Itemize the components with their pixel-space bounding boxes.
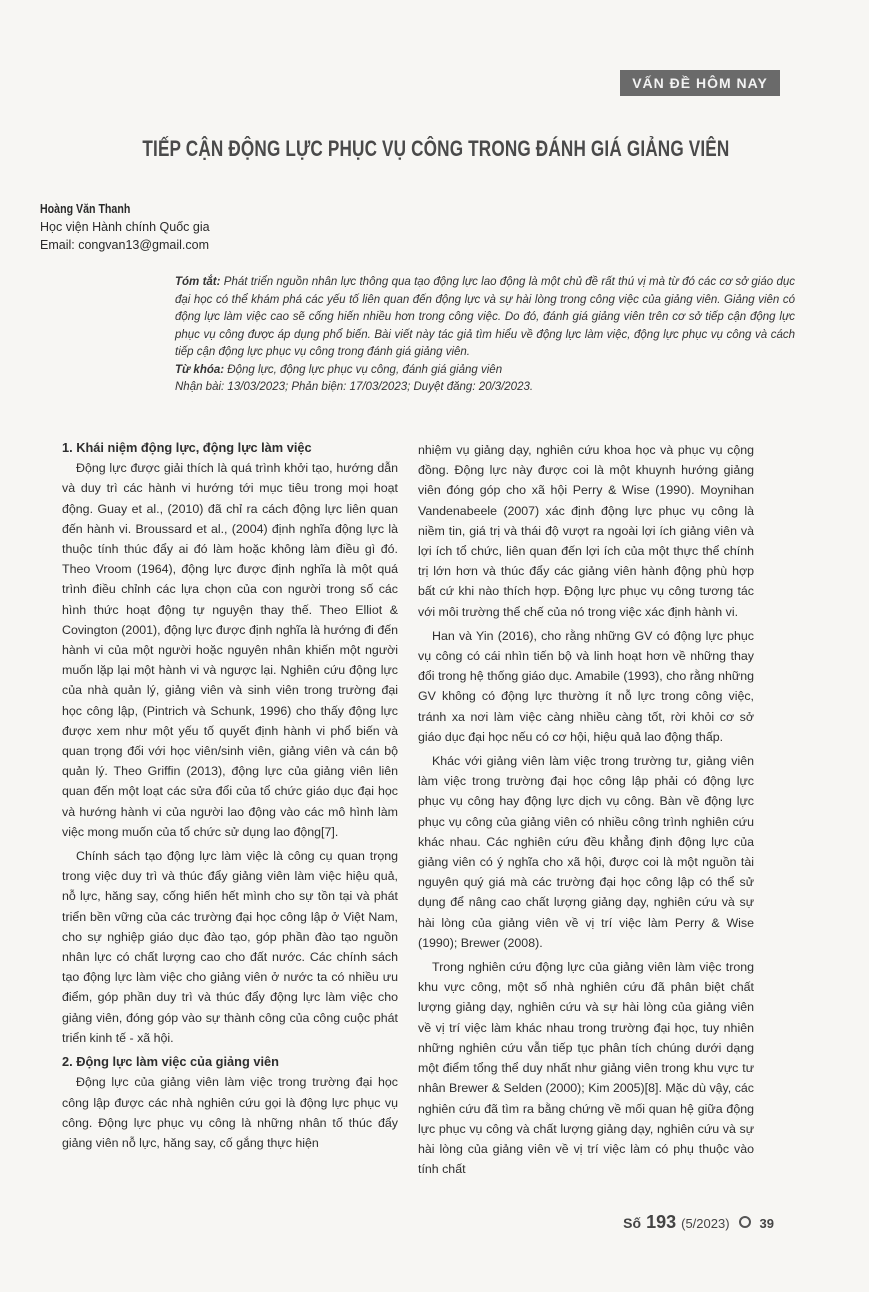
- keywords-label: Từ khóa:: [175, 363, 225, 376]
- section-banner: VẤN ĐỀ HÔM NAY: [620, 70, 780, 96]
- section-heading-2: 2. Động lực làm việc của giảng viên: [62, 1054, 279, 1070]
- issue-number: 193: [646, 1212, 677, 1232]
- right-column: [418, 440, 754, 1179]
- author-name: Hoàng Văn Thanh: [40, 202, 131, 216]
- left-column: [62, 438, 398, 1153]
- page-number: 39: [759, 1216, 774, 1231]
- body-paragraph: Han và Yin (2016), cho rằng những GV có động lực phục vụ công có cái nhìn tiến bộ và linh hoạt hơn về những thay đổi trong hệ thống giáo dục. Amabile (1993), cho rằng những GV không có động lực thường ít nỗ lực trong công việc, tránh xa nơi làm việc càng nhiều càng tốt, rời khỏi cơ sở giáo dục đại học nếu có cơ hội, hiệu quả lao động thấp.: [418, 628, 754, 744]
- abstract-paragraph: [175, 274, 795, 362]
- author-email: Email: congvan13@gmail.com: [40, 238, 210, 252]
- body-paragraph: Động lực được giải thích là quá trình khởi tạo, hướng dẫn và duy trì các hành vi hướng tới mục tiêu trong mọi hoạt động. Guay et al., (2010) đã chỉ ra cách động lực liên quan đến hành vi. Broussard et al., (2004) định nghĩa động lực là thuộc tính thúc đẩy ai đó làm hoặc không làm điều gì đó. Theo Vroom (1964), động lực được định nghĩa là một quá trình điều chỉnh các lựa chọn của con người trong số các hình thức hoạt động tự nguyện thay thế. Theo Elliot & Covington (2001), động lực được định nghĩa là hướng đi đến hành vi của một người hoặc nguyên nhân khiến một người muốn lặp lại một hành vi và ngược lại. Nghiên cứu động lực của nhà quản lý, giảng viên và sinh viên trong trường đại học công lập, (Pintrich và Schunk, 1996) cho thấy động lực được xem như một yếu tố quyết định hành vi phổ biến và quan trọng đối với học viên/sinh viên, giảng viên và cán bộ quản lý. Theo Griffin (2013), động lực của giảng viên liên quan đến một loạt các sửa đổi của tổ chức giáo dục đại học và hướng hành vi của người lao động vào các mô hình làm việc mong muốn của tổ chức sử dụng lao động[7].: [62, 461, 398, 839]
- article-dates: Nhận bài: 13/03/2023; Phản biện: 17/03/2023; Duyệt đăng: 20/3/2023.: [175, 381, 534, 393]
- body-paragraph: Khác với giảng viên làm việc trong trường tư, giảng viên làm việc trong trường đại học công lập phải có động lực phục vụ công hay động lực dịch vụ công. Bàn về động lực phục vụ công của giảng viên có nhiều công trình nghiên cứu khác nhau. Các nghiên cứu đều khẳng định động lực của giảng viên có ý nghĩa cho xã hội, được coi là một nguồn tài nguyên quý giá mà các trường đại học công lập có thể sử dụng để nâng cao chất lượng giảng dạy, nghiên cứu và sự hài lòng của giảng viên về vị trí việc làm Perry & Wise (1990); Brewer (2008).: [418, 754, 754, 950]
- abstract-label: Tóm tắt:: [175, 276, 221, 288]
- author-block: [40, 200, 440, 254]
- abstract-block: [175, 274, 795, 397]
- body-paragraph: Chính sách tạo động lực làm việc là công cụ quan trọng trong việc duy trì và thúc đẩy giảng viên làm việc hiệu quả, nỗ lực, hăng say, cống hiến hết mình cho sự tồn tại và phát triển bền vững của các trường đại học công lập ở Việt Nam, cho sự nghiệp giáo dục đào tạo, góp phần đào tạo nguồn nhân lực có chất lượng cao cho đất nước. Các chính sách tạo động lực làm việc cho giảng viên ở nước ta có nhiều ưu điểm, góp phần duy trì và thúc đẩy động lực làm việc cho giảng viên, đóng góp vào sự thành công của công cuộc phát triển kinh tế - xã hội.: [62, 849, 398, 1045]
- keywords-text: Động lực, động lực phục vụ công, đánh giá giảng viên: [224, 363, 503, 376]
- body-paragraph: nhiệm vụ giảng dạy, nghiên cứu khoa học và phục vụ cộng đồng. Động lực này được coi là một khuynh hướng giảng viên đóng góp cho xã hội Perry & Wise (1990). Moynihan Vandenabeele (2007) xác định động lực phục vụ công là niềm tin, giá trị và thái độ vượt ra ngoài lợi ích giảng viên và lợi ích tổ chức, liên quan đến lợi ích của một thực thể chính trị lớn hơn và thúc đẩy các giảng viên hành động phù hợp bất cứ khi nào thích hợp. Động lực phục vụ công tương tác với môi trường thể chế của nó trong việc xác định hành vi.: [418, 443, 754, 619]
- article-title: TIẾP CẬN ĐỘNG LỰC PHỤC VỤ CÔNG TRONG ĐÁNH GIÁ GIẢNG VIÊN: [142, 136, 730, 161]
- issue-date: (5/2023): [681, 1216, 730, 1231]
- author-affiliation: Học viện Hành chính Quốc gia: [40, 220, 210, 234]
- abstract-text: Phát triển nguồn nhân lực thông qua tạo động lực lao động là một chủ đề rất thú vị mà từ đó các cơ sở giáo dục đại học có thể khám phá các yếu tố liên quan đến động lực và sự hài lòng trong công việc của giảng viên. Giảng viên có động lực làm việc cao sẽ cống hiến nhiều hơn trong công việc. Do đó, đánh giá giảng viên trên cơ sở tiếp cận động lực phục vụ công được áp dụng phổ biến. Bài viết này tác giả tìm hiểu về động lực làm việc, động lực phục vụ công và cách tiếp cận động lực phục vụ công trong đánh giá giảng viên.: [175, 276, 795, 358]
- body-paragraph: Động lực của giảng viên làm việc trong trường đại học công lập được các nhà nghiên cứu gọi là động lực phục vụ công. Động lực phục vụ công là những nhân tố thúc đẩy giảng viên nỗ lực, hăng say, cố gắng thực hiện: [62, 1075, 398, 1150]
- section-heading-1: 1. Khái niệm động lực, động lực làm việc: [62, 440, 312, 455]
- body-paragraph: Trong nghiên cứu động lực của giảng viên làm việc trong khu vực công, một số nhà nghiên cứu đã phân biệt chất lượng giảng dạy, nghiên cứu và sự hài lòng của giảng viên về vị trí việc làm khác nhau trong trường đại học, tuy nhiên những nghiên cứu vẫn tiếp tục phân tích chúng dưới dạng một điểm tổng thể duy nhất như giảng viên trong khu vực tư nhân Brewer & Selden (2000); Kim 2005)[8]. Mặc dù vậy, các nghiên cứu đã tìm ra bằng chứng về mối quan hệ giữa động lực phục vụ công và chất lượng giảng dạy, nghiên cứu và sự hài lòng của giảng viên về vị trí việc làm có phụ thuộc vào tính chất: [418, 960, 754, 1177]
- circle-dot-icon: [739, 1216, 751, 1228]
- page-footer: [623, 1212, 774, 1233]
- issue-label: Số: [623, 1215, 642, 1231]
- keywords-paragraph: [175, 362, 795, 380]
